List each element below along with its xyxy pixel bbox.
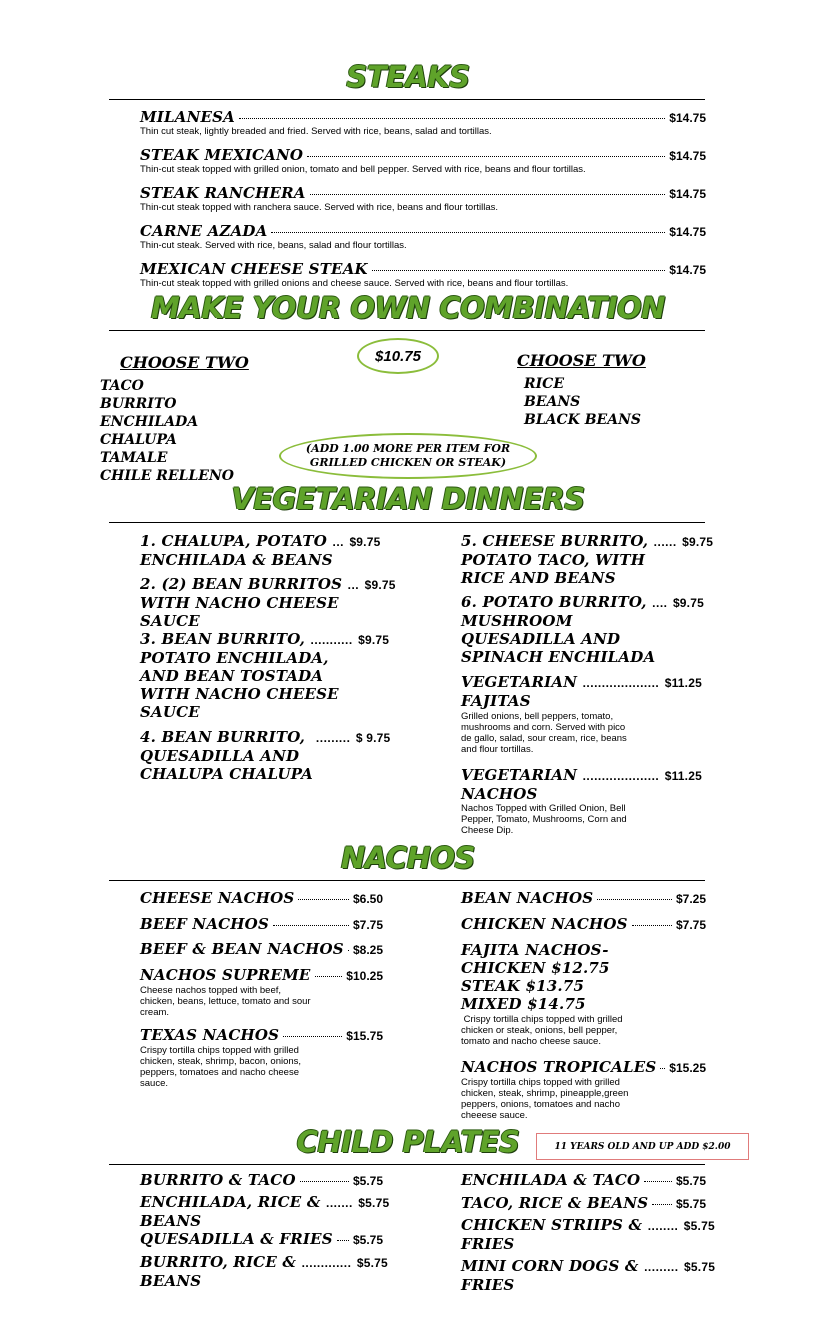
divider (109, 880, 705, 881)
menu-item (461, 1058, 706, 1076)
item-name: 5. CHEESE BURRITO, (461, 532, 649, 550)
entree-choice: BURRITO (100, 396, 177, 412)
item-price: $ 9.75 (355, 731, 391, 745)
leader-dots (310, 194, 666, 195)
menu-item (140, 915, 383, 933)
divider (109, 99, 705, 100)
item-description: Thin-cut steak topped with grilled onion, tomato and bell pepper. Served with rice, beans and flour tortillas. (140, 164, 586, 175)
menu-item: 6. POTATO BURRITO, .... $9.75 MUSHROOM QUESADILLA AND SPINACH ENCHILADA (461, 593, 704, 666)
item-name-cont: MIXED $14.75 (461, 995, 586, 1013)
combination-title: MAKE YOUR OWN COMBINATION (151, 291, 665, 325)
menu-item (461, 889, 706, 907)
item-name: BEAN NACHOS (461, 889, 594, 907)
item-name-cont: POTATO TACO, WITH (461, 551, 646, 569)
menu-item (140, 184, 706, 202)
item-price: $14.75 (669, 149, 706, 163)
item-price: $11.25 (664, 769, 702, 783)
menu-item (140, 108, 706, 126)
item-name-cont: SAUCE (140, 612, 200, 630)
upgrade-note (279, 442, 537, 470)
item-price: $5.75 (358, 1196, 390, 1210)
item-name: 2. (2) BEAN BURRITOS (140, 575, 343, 593)
item-name: TACO, RICE & BEANS (461, 1194, 649, 1212)
age-surcharge-note: 11 YEARS OLD AND UP ADD $2.00 (536, 1133, 749, 1160)
divider (109, 522, 705, 523)
entree-choice: TAMALE (100, 450, 168, 466)
item-name-cont: POTATO ENCHILADA, (140, 649, 329, 667)
item-name: ENCHILADA, RICE & (140, 1193, 321, 1211)
leader-dots (597, 899, 672, 900)
item-name: MINI CORN DOGS & (461, 1257, 639, 1275)
item-name-cont: BEANS (140, 1212, 202, 1230)
item-price: $9.75 (682, 535, 714, 549)
item-price: $5.75 (675, 1174, 706, 1188)
leader-dots (283, 1036, 342, 1037)
menu-item: 5. CHEESE BURRITO, ...... $9.75 POTATO TACO, WITH RICE AND BEANS (461, 532, 714, 587)
item-description: Thin-cut steak topped with ranchera sauce. Served with rice, beans and flour tortillas. (140, 202, 499, 213)
upgrade-note-line: (ADD 1.00 MORE PER ITEM FOR (305, 442, 511, 455)
leader-dots (348, 950, 349, 951)
item-name-cont: STEAK $13.75 (461, 977, 585, 995)
item-name-cont: QUESADILLA AND (461, 630, 621, 648)
side-choice: BLACK BEANS (524, 412, 641, 428)
item-price: $9.75 (358, 633, 390, 647)
item-name-cont: NACHOS (461, 785, 538, 803)
divider (109, 330, 705, 331)
item-name: CHEESE NACHOS (140, 889, 295, 907)
item-price: $15.25 (669, 1061, 706, 1075)
item-name-cont: WITH NACHO CHEESE (140, 594, 339, 612)
leader-dots (298, 899, 349, 900)
combination-price: $10.75 (375, 348, 421, 365)
item-price: $9.75 (364, 578, 396, 592)
item-name: CHICKEN STRIIPS & (461, 1216, 643, 1234)
item-name-cont: QUESADILLA AND (140, 747, 300, 765)
item-price: $5.75 (684, 1260, 716, 1274)
item-name-cont: FRIES (461, 1276, 515, 1294)
item-name-cont: RICE AND BEANS (461, 569, 616, 587)
entree-choice-list (100, 377, 234, 485)
leader-dots (337, 1240, 349, 1241)
leader-dots (660, 1068, 665, 1069)
menu-item: 2. (2) BEAN BURRITOS ... $9.75 WITH NACHO CHEESE SAUCE 3. BEAN BURRITO, ........... $9.75 POTATO ENCHILADA, AND BEAN TOSTADA WITH NACHO CHEESE SAUCE (140, 575, 396, 721)
item-name: BURRITO & TACO (140, 1171, 296, 1189)
child-plates-title: CHILD PLATES (296, 1125, 520, 1159)
item-name-cont: SPINACH ENCHILADA (461, 648, 656, 666)
menu-item (140, 940, 383, 958)
menu-item (140, 966, 383, 984)
item-price: $7.75 (352, 918, 383, 932)
entree-choice: CHILE RELLENO (100, 468, 234, 484)
item-name-cont: BEANS (140, 1272, 202, 1290)
leader-dots (271, 232, 665, 233)
menu-item: VEGETARIAN .................... $11.25 NACHOS (461, 766, 702, 803)
item-name: BEEF NACHOS (140, 915, 269, 933)
item-name-cont: WITH NACHO CHEESE (140, 685, 339, 703)
item-description: Cheese nachos topped with beef, chicken, beans, lettuce, tomato and sour cream. (140, 985, 311, 1018)
item-name-cont: CHALUPA CHALUPA (140, 765, 313, 783)
leader-dots (644, 1181, 672, 1182)
menu-item: VEGETARIAN .................... $11.25 FAJITAS (461, 673, 702, 710)
side-choice: RICE (524, 376, 564, 392)
upgrade-note-line: GRILLED CHICKEN OR STEAK) (309, 456, 507, 469)
choose-two-heading: CHOOSE TWO (517, 351, 646, 370)
item-price: $9.75 (349, 535, 381, 549)
item-description: Thin-cut steak topped with grilled onions and cheese sauce. Served with rice, beans and flour tortillas. (140, 278, 569, 289)
menu-item (140, 889, 383, 907)
item-price: $14.75 (669, 263, 706, 277)
item-price: $14.75 (669, 111, 706, 125)
item-price: $7.75 (675, 918, 706, 932)
item-name: 3. BEAN BURRITO, (140, 630, 306, 648)
side-choice-list (524, 375, 641, 429)
item-name: 4. BEAN BURRITO, (140, 728, 306, 746)
divider (109, 1164, 705, 1165)
menu-item (140, 1230, 383, 1248)
item-name-cont: AND BEAN TOSTADA (140, 667, 324, 685)
item-description: Crispy tortilla chips topped with grilled chicken, steak, shrimp, bacon, onions, peppers, tomatoes and nacho cheese sauce. (140, 1045, 302, 1089)
entree-choice: TACO (100, 378, 144, 394)
item-description: Thin-cut steak. Served with rice, beans, salad and flour tortillas. (140, 240, 407, 251)
item-name: MEXICAN CHEESE STEAK (140, 260, 368, 278)
item-name-cont: SAUCE (140, 703, 200, 721)
menu-item: BURRITO, RICE & ............. $5.75 BEANS (140, 1253, 388, 1290)
item-price: $11.25 (664, 676, 702, 690)
item-price: $5.75 (683, 1219, 715, 1233)
menu-item (461, 941, 610, 1013)
item-description: Thin cut steak, lightly breaded and fried. Served with rice, beans, salad and tortillas. (140, 126, 492, 137)
item-price: $5.75 (352, 1174, 383, 1188)
menu-item: 1. CHALUPA, POTATO ... $9.75 ENCHILADA & BEANS (140, 532, 381, 569)
item-name: MILANESA (140, 108, 236, 126)
item-name: STEAK MEXICANO (140, 146, 304, 164)
entree-choice: ENCHILADA (100, 414, 199, 430)
leader-dots (315, 976, 343, 977)
item-description: Crispy tortilla chips topped with grilled chicken or steak, onions, bell pepper, tomato and nacho cheese sauce. (461, 1014, 623, 1047)
item-price: $10.25 (346, 969, 383, 983)
item-description: Crispy tortilla chips topped with grilled chicken, steak, shrimp, pineapple,green peppers, onions, tomatoes and nacho cheeese sauce. (461, 1077, 629, 1121)
item-price: $6.50 (352, 892, 383, 906)
item-name: FAJITA NACHOS- (461, 941, 609, 959)
item-name: NACHOS TROPICALES (461, 1058, 657, 1076)
item-name-cont: FRIES (461, 1235, 515, 1253)
leader-dots (307, 156, 665, 157)
item-name-cont: MUSHROOM (461, 612, 573, 630)
item-price: $8.25 (352, 943, 383, 957)
item-name-cont: FAJITAS (461, 692, 531, 710)
leader-dots (239, 118, 665, 119)
choose-two-heading: CHOOSE TWO (120, 353, 249, 372)
item-description: Nachos Topped with Grilled Onion, Bell Pepper, Tomato, Mushrooms, Corn and Cheese Dip. (461, 803, 627, 836)
entree-choice: CHALUPA (100, 432, 177, 448)
leader-dots (652, 1204, 672, 1205)
item-name: VEGETARIAN (461, 673, 578, 691)
item-price: $15.75 (346, 1029, 383, 1043)
item-name: TEXAS NACHOS (140, 1026, 280, 1044)
menu-item: CHICKEN STRIIPS & ........ $5.75 FRIES (461, 1216, 715, 1253)
item-name-cont: CHICKEN $12.75 (461, 959, 610, 977)
item-name: ENCHILADA & TACO (461, 1171, 641, 1189)
leader-dots (632, 925, 672, 926)
nachos-title: NACHOS (341, 841, 475, 875)
menu-item: ENCHILADA, RICE & ....... $5.75 BEANS (140, 1193, 390, 1230)
item-name: BURRITO, RICE & (140, 1253, 297, 1271)
item-name: STEAK RANCHERA (140, 184, 306, 202)
steaks-title: STEAKS (346, 60, 470, 94)
menu-item (140, 222, 706, 240)
item-name: 6. POTATO BURRITO, (461, 593, 647, 611)
menu-item: MINI CORN DOGS & ......... $5.75 FRIES (461, 1257, 716, 1294)
menu-item (140, 146, 706, 164)
menu-item (461, 915, 706, 933)
item-price: $14.75 (669, 225, 706, 239)
leader-dots (372, 270, 666, 271)
vegetarian-title: VEGETARIAN DINNERS (231, 482, 585, 516)
menu-item (140, 260, 706, 278)
leader-dots (273, 925, 349, 926)
item-name: BEEF & BEAN NACHOS (140, 940, 344, 958)
item-price: $5.75 (675, 1197, 706, 1211)
item-price: $5.75 (356, 1256, 388, 1270)
item-name-cont: ENCHILADA & BEANS (140, 551, 333, 569)
item-price: $14.75 (669, 187, 706, 201)
menu-item (461, 1171, 706, 1189)
item-name: QUESADILLA & FRIES (140, 1230, 333, 1248)
item-name: CHICKEN NACHOS (461, 915, 628, 933)
item-name: CARNE AZADA (140, 222, 268, 240)
menu-item (461, 1194, 706, 1212)
item-price: $7.25 (675, 892, 706, 906)
item-price: $5.75 (352, 1233, 383, 1247)
item-description: Grilled onions, bell peppers, tomato, mushrooms and corn. Served with pico de gallo, salad, sour cream, rice, beans and flour tortillas. (461, 711, 627, 755)
item-price: $9.75 (672, 596, 704, 610)
item-name: NACHOS SUPREME (140, 966, 311, 984)
item-name: VEGETARIAN (461, 766, 578, 784)
side-choice: BEANS (524, 394, 581, 410)
menu-item (140, 1026, 383, 1044)
menu-item (140, 1171, 383, 1189)
leader-dots (300, 1181, 349, 1182)
menu-item: 4. BEAN BURRITO, ......... $ 9.75 QUESADILLA AND CHALUPA CHALUPA (140, 728, 391, 783)
item-name: 1. CHALUPA, POTATO (140, 532, 328, 550)
